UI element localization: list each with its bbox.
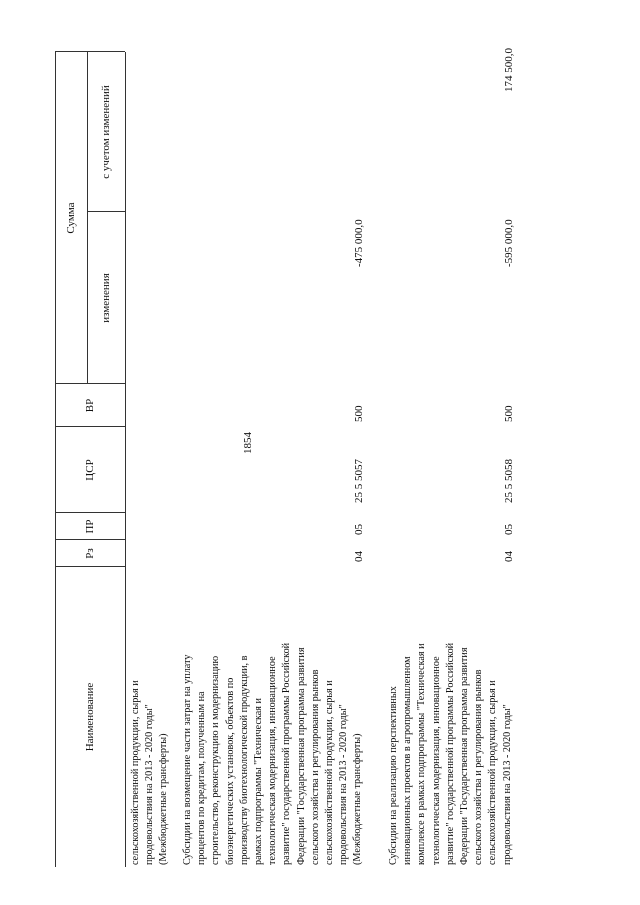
row-2-line: биоэнергетических установок, объектов по	[224, 677, 236, 865]
row-3-line: инновационных проектов в агропромышленном	[402, 656, 414, 865]
row-3-with-changes: 174 500,0	[503, 48, 515, 92]
row-2-line: технологическая модернизация, инновационное	[267, 656, 279, 865]
header-with-changes: с учетом изменений	[99, 85, 112, 179]
row-1-line: сельскохозяйственной продукции, сырья и	[130, 680, 141, 865]
row-2-line: Субсидии на возмещение части затрат на уплату	[182, 654, 193, 865]
row-1-line: (Межбюджетные трансферты)	[158, 733, 170, 865]
row-2-rz: 04	[353, 551, 365, 562]
header-vr: ВР	[83, 398, 96, 413]
row-2-line: Федерации "Государственная программа развития	[295, 647, 307, 865]
row-3-line: Федерации "Государственная программа развития	[459, 647, 471, 865]
row-2-csr: 25 5 5057	[353, 459, 365, 503]
page-number: 1854	[242, 432, 254, 454]
row-3-line: продовольствия на 2013 - 2020 годы"	[501, 704, 513, 865]
row-2-line: строительство, реконструкцию и модернизацию	[210, 655, 222, 865]
row-3-line: комплексе в рамках подпрограммы "Техническая и	[416, 643, 428, 865]
row-2-line: сельскохозяйственной продукции, сырья и	[324, 680, 336, 865]
row-3-pr: 05	[503, 524, 515, 535]
row-3-change: -595 000,0	[503, 219, 515, 267]
row-1-name	[129, 569, 172, 865]
row-2-change: -475 000,0	[353, 219, 365, 267]
row-3-vr: 500	[503, 405, 515, 422]
header-bottom-rule	[125, 52, 126, 867]
row-2-line: (Межбюджетные трансферты)	[352, 733, 364, 865]
row-2-line: процентов по кредитам, полученным на	[196, 691, 208, 865]
header-change: изменения	[99, 273, 112, 323]
row-3-line: развитие" государственной программы Российской	[444, 642, 456, 865]
row-3-line: Субсидии на реализацию перспективных	[388, 686, 399, 865]
row-3-line: сельского хозяйства и регулирования рынков	[473, 669, 485, 865]
row-2-line: продовольствия на 2013 - 2020 годы"	[338, 704, 350, 865]
table-frame	[55, 37, 555, 867]
row-2-line: производству биотехнологической продукции, в	[238, 655, 250, 865]
row-2-line: сельского хозяйства и регулирования рынков	[309, 669, 321, 865]
row-1-line: продовольствия на 2013 - 2020 годы"	[144, 704, 156, 865]
row-2-pr: 05	[353, 524, 365, 535]
row-2-line: рамках подпрограммы "Техническая и	[253, 698, 265, 865]
row-2-line: развитие" государственной программы Российской	[281, 642, 293, 865]
row-3-csr: 25 5 5058	[503, 459, 515, 503]
row-3-rz: 04	[503, 551, 515, 562]
header-rz: Рз	[83, 548, 96, 559]
row-2-name	[181, 569, 366, 865]
row-3-line: технологическая модернизация, инновационное	[430, 656, 442, 865]
header-pr: ПР	[83, 519, 96, 534]
row-2-vr: 500	[353, 405, 365, 422]
budget-table	[55, 37, 555, 867]
header-csr: ЦСР	[83, 459, 96, 481]
row-3-line: сельскохозяйственной продукции, сырья и	[487, 680, 499, 865]
header-name: Наименование	[83, 682, 96, 752]
header-sum: Сумма	[64, 202, 77, 234]
row-3-name	[387, 569, 515, 865]
